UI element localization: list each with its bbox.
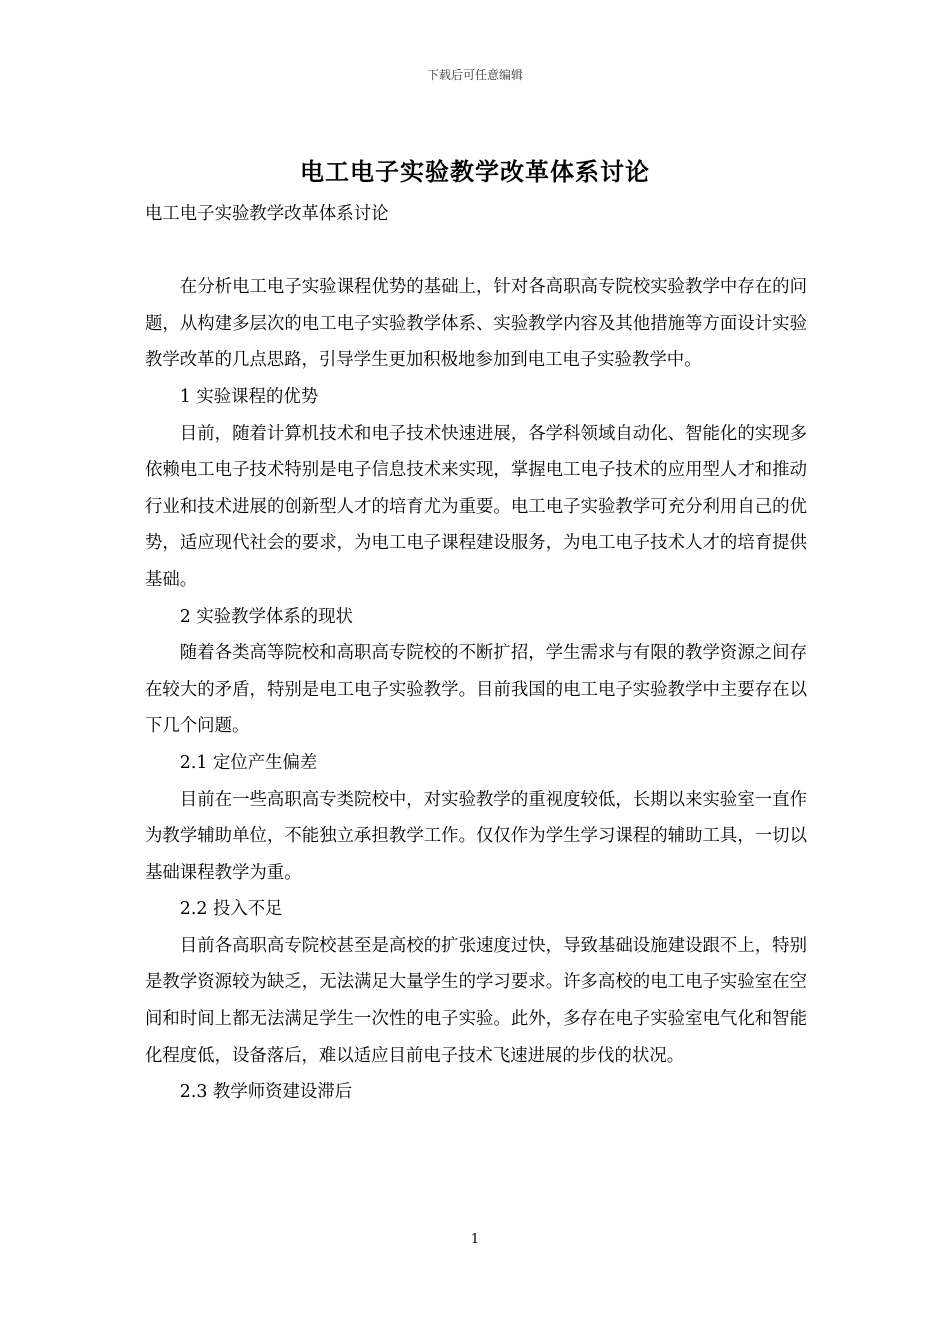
header-note: 下载后可任意编辑 [426,68,523,82]
section-body-2-1: 目前在一些高职高专类院校中，对实验教学的重视度较低，长期以来实验室一直作为教学辅助单位，不能独立承担教学工作。仅仅作为学生学习课程的辅助工具，一切以基础课程教学为重。 [145,789,807,883]
document-subtitle: 电工电子实验教学改革体系讨论 [145,204,389,224]
section-heading-2: 2 实验教学体系的现状 [179,606,353,627]
document-title: 电工电子实验教学改革体系讨论 [300,157,650,186]
section-body-2: 随着各类高等院校和高职高专院校的不断扩招，学生需求与有限的教学资源之间存在较大的矛盾，特别是电工电子实验教学。目前我国的电工电子实验教学中主要存在以下几个问题。 [145,643,807,737]
section-heading-2-3: 2.3 教学师资建设滞后 [179,1082,353,1103]
section-body-1: 目前，随着计算机技术和电子技术快速进展，各学科领域自动化、智能化的实现多依赖电工电子技术特别是电子信息技术来实现，掌握电工电子技术的应用型人才和推动行业和技术进展的创新型人才的培育尤为重要。电工电子实验教学可充分利用自己的优势，适应现代社会的要求，为电工电子课程建设服务，为电工电子技术人才的培育提供基础。 [145,423,807,590]
section-heading-2-1: 2.1 定位产生偏差 [179,752,318,773]
page-number: 1 [470,1232,480,1247]
abstract-paragraph: 在分析电工电子实验课程优势的基础上，针对各高职高专院校实验教学中存在的问题，从构建多层次的电工电子实验教学体系、实验教学内容及其他措施等方面设计实验教学改革的几点思路，引导学生更加积极地参加到电工电子实验教学中。 [145,277,807,371]
section-heading-1: 1 实验课程的优势 [179,386,319,407]
section-heading-2-2: 2.2 投入不足 [179,899,283,920]
document-body [145,196,807,1111]
section-body-2-2: 目前各高职高专院校甚至是高校的扩张速度过快，导致基础设施建设跟不上，特别是教学资源较为缺乏，无法满足大量学生的学习要求。许多高校的电工电子实验室在空间和时间上都无法满足学生一次性的电子实验。此外，多存在电子实验室电气化和智能化程度低，设备落后，难以适应目前电子技术飞速进展的步伐的状况。 [145,935,807,1066]
